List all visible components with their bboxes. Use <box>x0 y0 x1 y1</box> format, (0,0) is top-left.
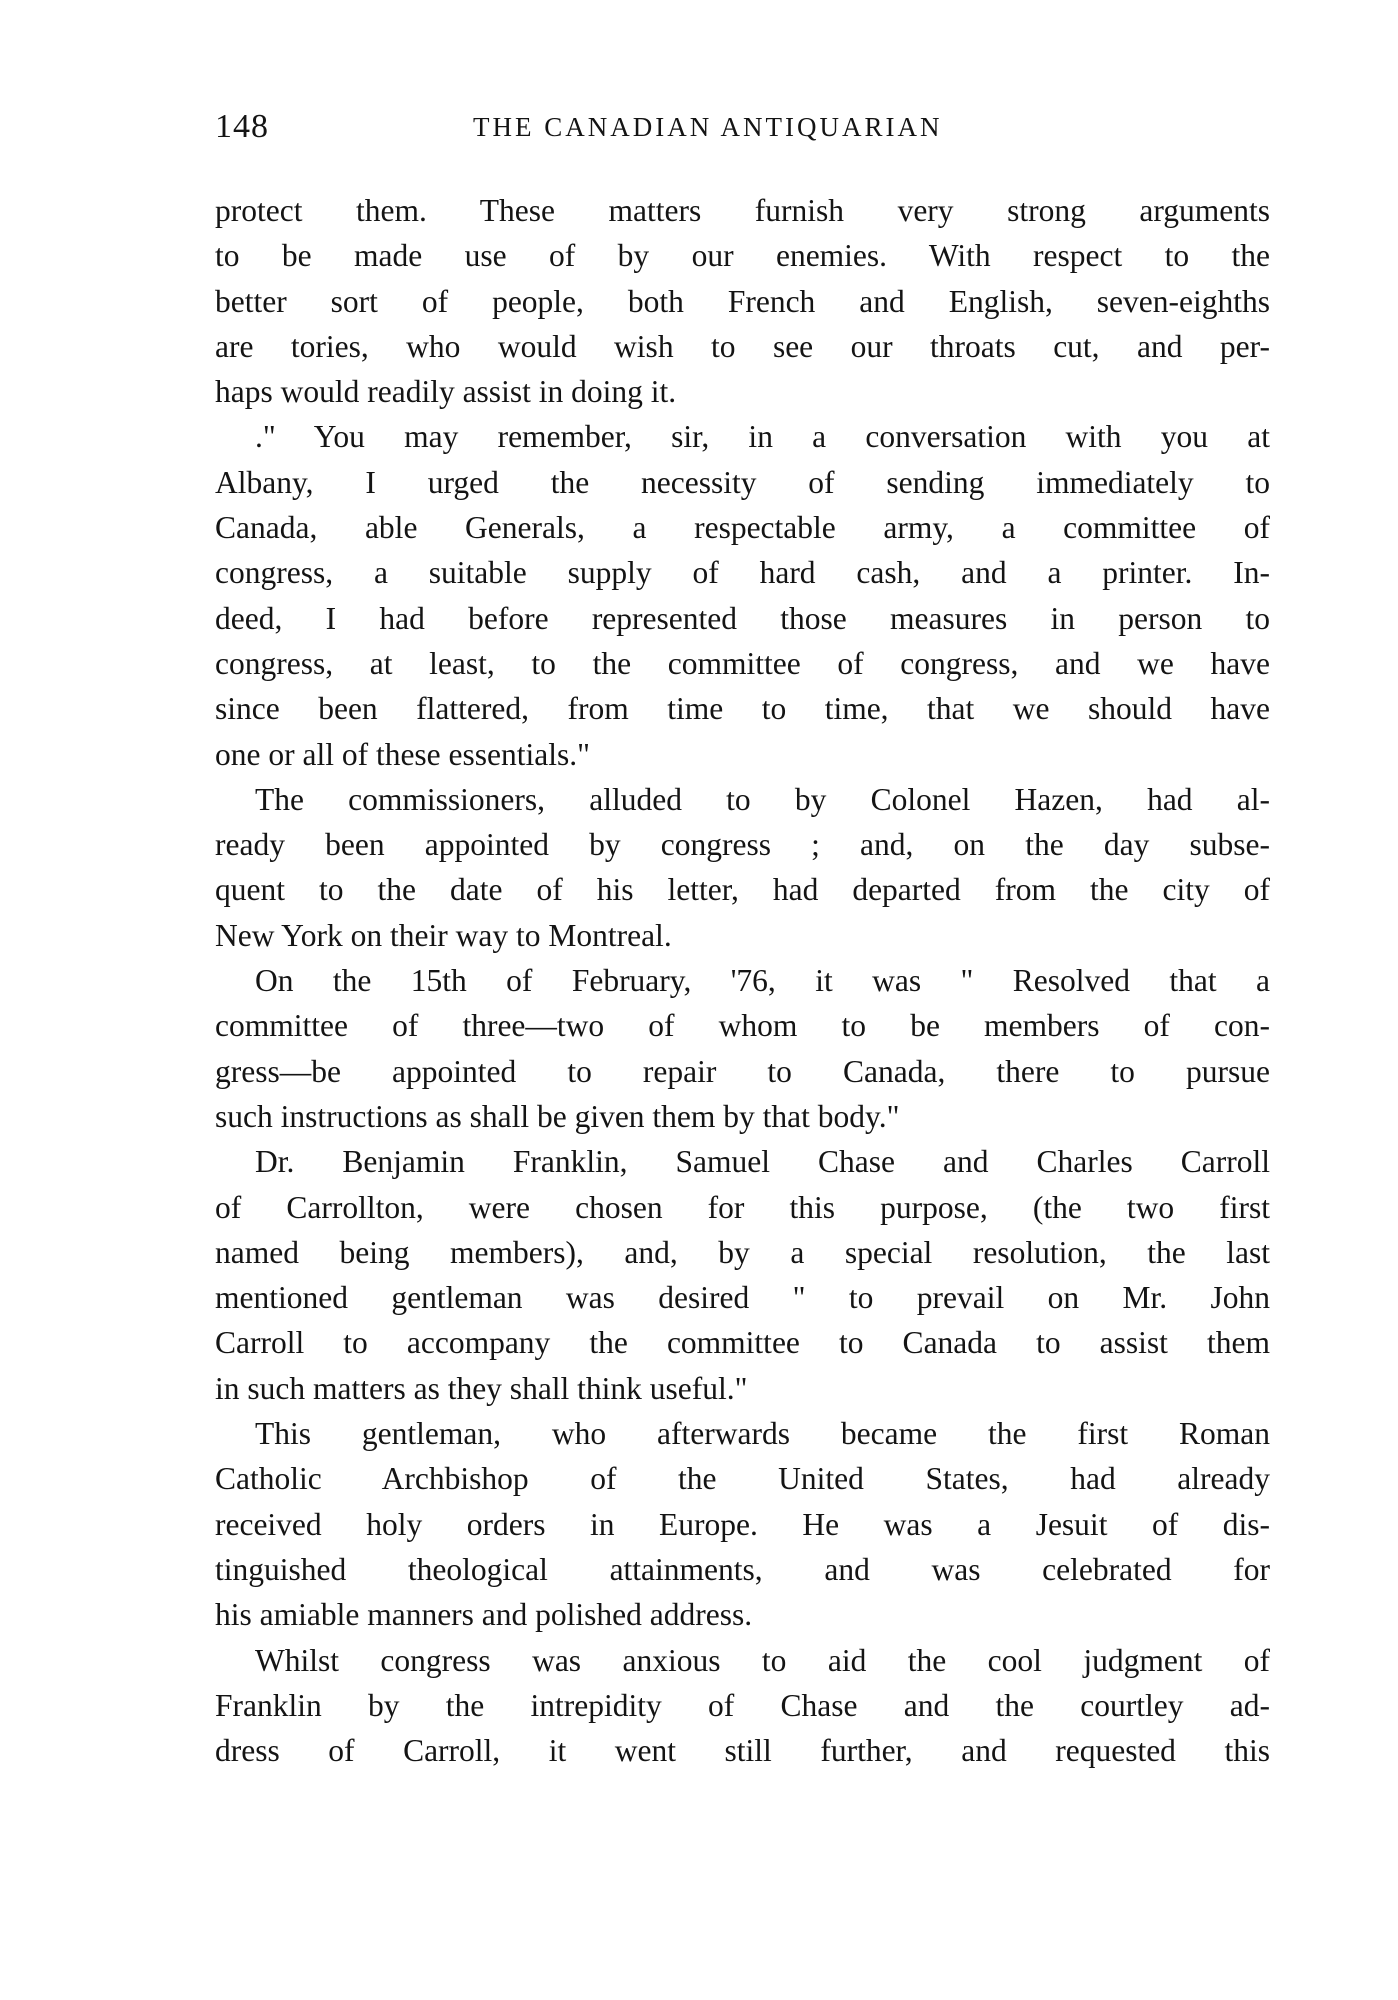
text-line: On the 15th of February, '76, it was " Resolved that a <box>255 963 1270 999</box>
text-line: better sort of people, both French and English, seven-eighths <box>215 283 1270 319</box>
text-line: named being members), and, by a special resolution, the last <box>215 1234 1270 1270</box>
text-line: Albany, I urged the necessity of sending immediately to <box>215 464 1270 500</box>
text-line: This gentleman, who afterwards became the first Roman <box>255 1416 1270 1452</box>
text-line: deed, I had before represented those measures in person to <box>215 600 1270 636</box>
page-header <box>215 108 1270 152</box>
text-line: ." You may remember, sir, in a conversation with you at <box>255 419 1270 455</box>
text-line: The commissioners, alluded to by Colonel Hazen, had al- <box>255 781 1270 817</box>
page-number: 148 <box>215 108 269 145</box>
text-line: dress of Carroll, it went still further, and requested this <box>215 1733 1270 1769</box>
text-line: mentioned gentleman was desired " to prevail on Mr. John <box>215 1280 1270 1316</box>
text-line: quent to the date of his letter, had departed from the city of <box>215 872 1270 908</box>
text-line: Catholic Archbishop of the United States, had already <box>215 1461 1270 1497</box>
text-line: to be made use of by our enemies. With respect to the <box>215 238 1270 274</box>
body-text <box>215 188 1270 1773</box>
text-line: Franklin by the intrepidity of Chase and the courtley ad- <box>215 1687 1270 1723</box>
text-line: received holy orders in Europe. He was a Jesuit of dis- <box>215 1506 1270 1542</box>
running-title: THE CANADIAN ANTIQUARIAN <box>473 112 943 142</box>
text-line: Canada, able Generals, a respectable army, a committee of <box>215 510 1270 546</box>
text-line: committee of three—two of whom to be members of con- <box>215 1008 1270 1044</box>
text-line: congress, at least, to the committee of congress, and we have <box>215 645 1270 681</box>
text-line: in such matters as they shall think useful." <box>215 1370 748 1406</box>
text-line: tinguished theological attainments, and was celebrated for <box>215 1551 1270 1587</box>
text-line: gress—be appointed to repair to Canada, there to pursue <box>215 1053 1270 1089</box>
text-line: are tories, who would wish to see our throats cut, and per- <box>215 328 1270 364</box>
text-line: protect them. These matters furnish very strong arguments <box>215 193 1270 228</box>
text-line: Carroll to accompany the committee to Canada to assist them <box>215 1325 1270 1361</box>
text-line: haps would readily assist in doing it. <box>215 374 677 410</box>
text-line: Whilst congress was anxious to aid the cool judgment of <box>255 1642 1270 1678</box>
text-line: Dr. Benjamin Franklin, Samuel Chase and Charles Carroll <box>255 1144 1270 1180</box>
text-line: his amiable manners and polished address. <box>215 1597 753 1633</box>
text-line: New York on their way to Montreal. <box>215 917 672 953</box>
text-line: congress, a suitable supply of hard cash, and a printer. In- <box>215 555 1270 591</box>
text-line: such instructions as shall be given them by that body." <box>215 1098 900 1134</box>
text-line: since been flattered, from time to time, that we should have <box>215 691 1270 727</box>
text-line: one or all of these essentials." <box>215 736 591 772</box>
text-line: ready been appointed by congress ; and, on the day subse- <box>215 827 1270 863</box>
text-line: of Carrollton, were chosen for this purpose, (the two first <box>215 1189 1270 1225</box>
